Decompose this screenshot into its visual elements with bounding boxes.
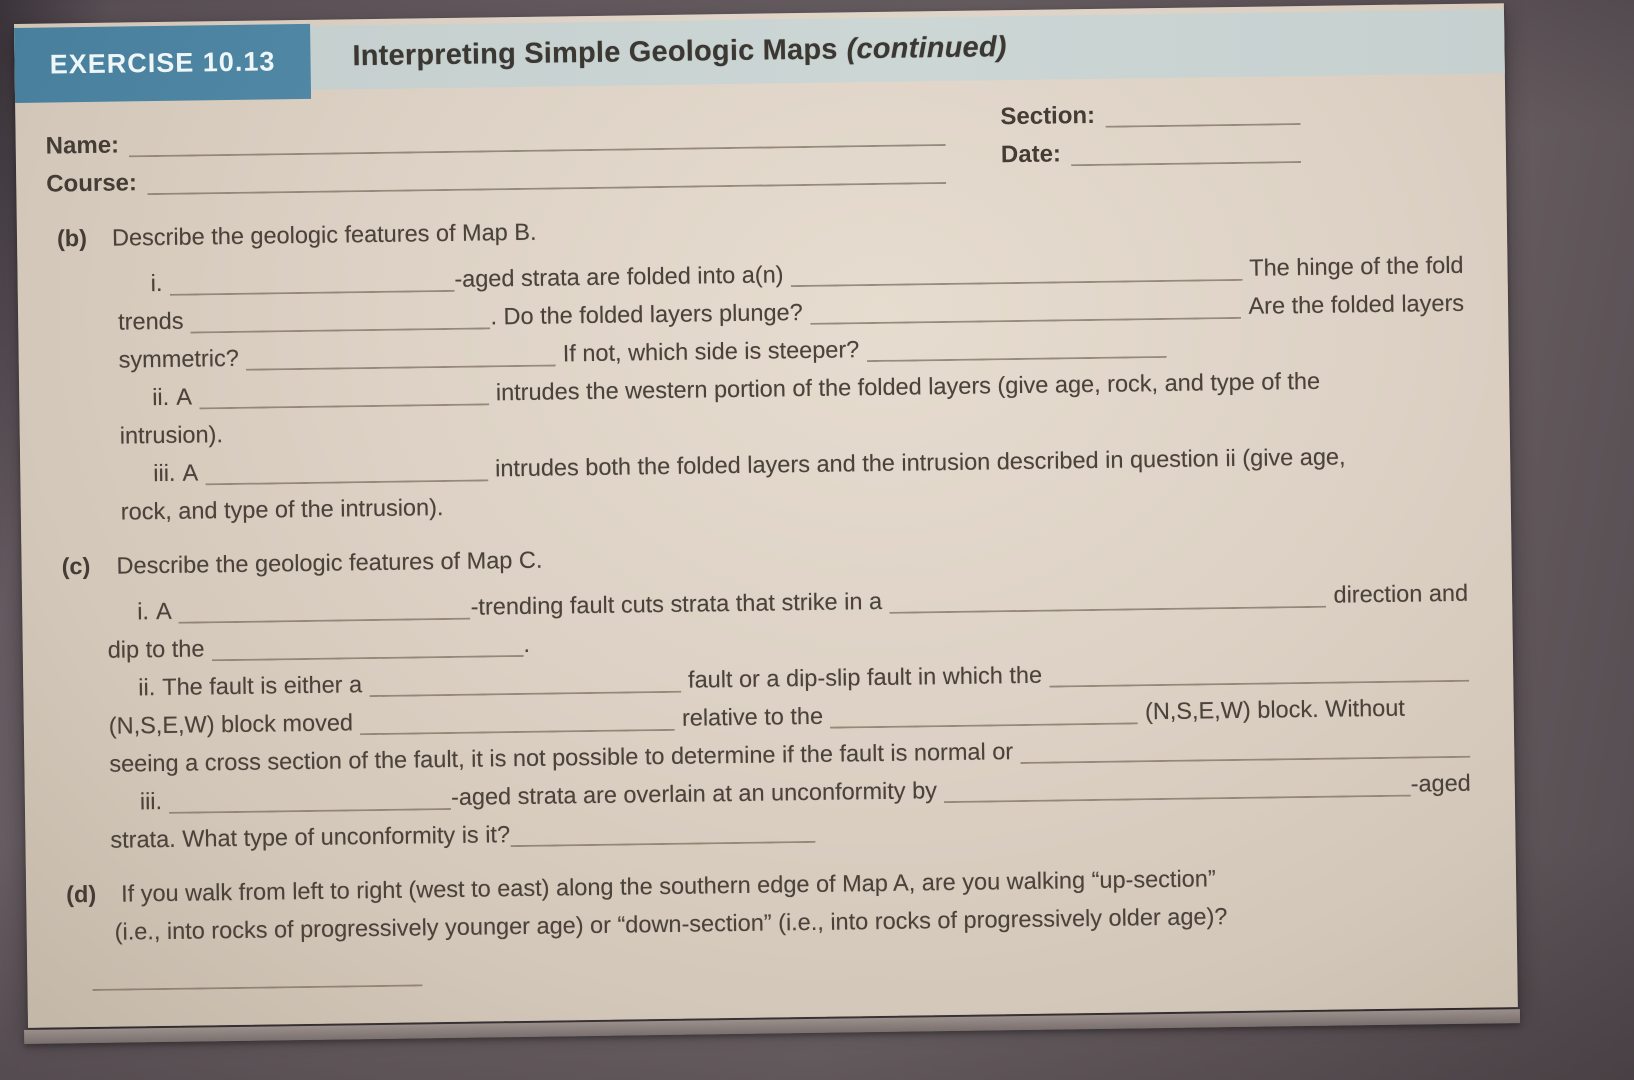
question-text: (N,S,E,W) block. Without bbox=[1144, 694, 1406, 725]
question-text: The fault is either a bbox=[162, 671, 363, 700]
answer-blank-line bbox=[830, 719, 1138, 728]
answer-blank-line bbox=[866, 353, 1166, 362]
answer-blank-line bbox=[179, 615, 471, 624]
question-text: trends bbox=[117, 307, 184, 335]
worksheet-page bbox=[14, 3, 1518, 1028]
name-label: Name: bbox=[45, 131, 120, 160]
question-text: If not, which side is steeper? bbox=[562, 336, 860, 367]
question-text: -trending fault cuts strata that strike in a bbox=[470, 587, 883, 620]
question-text: (N,S,E,W) block moved bbox=[108, 709, 354, 739]
answer-blank-line bbox=[369, 688, 681, 697]
question-text: fault or a dip-slip fault in which the bbox=[687, 661, 1043, 693]
answer-blank-line bbox=[510, 838, 815, 847]
question-text: A bbox=[182, 459, 199, 486]
question-text: Are the folded layers bbox=[1248, 289, 1465, 319]
questions bbox=[17, 199, 1518, 987]
question-text: relative to the bbox=[681, 702, 824, 731]
question-text: dip to the bbox=[107, 635, 205, 663]
part-d-label: (d) bbox=[65, 880, 97, 908]
answer-blank-line bbox=[1049, 677, 1469, 688]
question-text: -aged strata are overlain at an unconformity by bbox=[450, 777, 938, 810]
title-continued: (continued) bbox=[846, 31, 1007, 66]
section-label: Section: bbox=[1000, 101, 1096, 131]
part-c-label: (c) bbox=[61, 552, 91, 580]
item-number: iii. bbox=[153, 459, 176, 487]
part-c-heading: Describe the geologic features of Map C. bbox=[116, 546, 543, 579]
answer-blank-line bbox=[246, 361, 556, 370]
answer-blank-line bbox=[1020, 753, 1470, 764]
part-b-label: (b) bbox=[56, 225, 88, 252]
question-text: -aged strata are folded into a(n) bbox=[454, 261, 784, 292]
part-d-text-line2: (i.e., into rocks of progressively younger age) or “down-section” (i.e., into rocks of progressively older age)? bbox=[114, 903, 1228, 945]
question-text: . Do the folded layers plunge? bbox=[490, 299, 803, 330]
exercise-number: EXERCISE 10.13 bbox=[49, 46, 276, 80]
answer-blank-line bbox=[169, 287, 454, 296]
question-text: strata. What type of unconformity is it? bbox=[110, 821, 511, 853]
title-text: Interpreting Simple Geologic Maps bbox=[352, 33, 838, 73]
date-row bbox=[1001, 132, 1302, 174]
course-blank-line bbox=[147, 179, 946, 195]
item-number: i. bbox=[137, 598, 150, 625]
answer-blank-line bbox=[889, 603, 1327, 614]
section-blank-line bbox=[1105, 120, 1300, 128]
form-left-column bbox=[45, 115, 946, 204]
part-b-heading: Describe the geologic features of Map B. bbox=[111, 218, 537, 251]
answer-blank-line bbox=[944, 792, 1411, 804]
question-text: rock, and type of the intrusion). bbox=[120, 494, 444, 525]
answer-blank-line bbox=[791, 276, 1243, 287]
part-d-text-line1: If you walk from left to right (west to east) along the southern edge of Map A, are you walking “up-section” bbox=[120, 865, 1216, 907]
date-blank-line bbox=[1071, 158, 1301, 166]
date-label: Date: bbox=[1000, 140, 1062, 169]
item-number: iii. bbox=[139, 788, 163, 815]
answer-blank-line bbox=[810, 314, 1242, 325]
question-text: The hinge of the fold bbox=[1249, 251, 1464, 281]
answer-blank-line bbox=[212, 652, 524, 661]
answer-blank-line bbox=[92, 981, 422, 991]
form-right-column bbox=[1000, 94, 1301, 174]
question-text: seeing a cross section of the fault, it is not possible to determine if the fault is normal or bbox=[109, 738, 1014, 777]
question-text: symmetric? bbox=[118, 344, 239, 373]
question-text: intrudes both the folded layers and the intrusion described in question ii (give age, bbox=[494, 443, 1346, 482]
item-number: ii. bbox=[138, 674, 156, 701]
question-text: direction and bbox=[1333, 579, 1469, 608]
section-row bbox=[1000, 94, 1301, 136]
student-info-form bbox=[15, 101, 1506, 204]
page-title bbox=[352, 9, 1505, 87]
question-text: A bbox=[176, 383, 193, 410]
course-label: Course: bbox=[46, 169, 138, 198]
question-text: intrudes the western portion of the folded layers (give age, rock, and type of the bbox=[495, 367, 1321, 406]
question-text: -aged bbox=[1410, 769, 1471, 797]
question-text: intrusion). bbox=[119, 421, 224, 449]
exercise-badge bbox=[14, 24, 311, 103]
answer-blank-line bbox=[169, 805, 451, 814]
item-number: ii. bbox=[152, 383, 170, 411]
answer-blank-line bbox=[360, 726, 675, 735]
question-text: A bbox=[155, 597, 172, 625]
answer-blank-line bbox=[191, 324, 491, 333]
answer-blank-line bbox=[205, 476, 488, 485]
question-text: . bbox=[523, 630, 531, 657]
answer-blank-line bbox=[199, 400, 489, 409]
part-d-answer-row bbox=[57, 962, 1473, 987]
header-band bbox=[14, 9, 1505, 94]
item-number: i. bbox=[150, 269, 163, 297]
